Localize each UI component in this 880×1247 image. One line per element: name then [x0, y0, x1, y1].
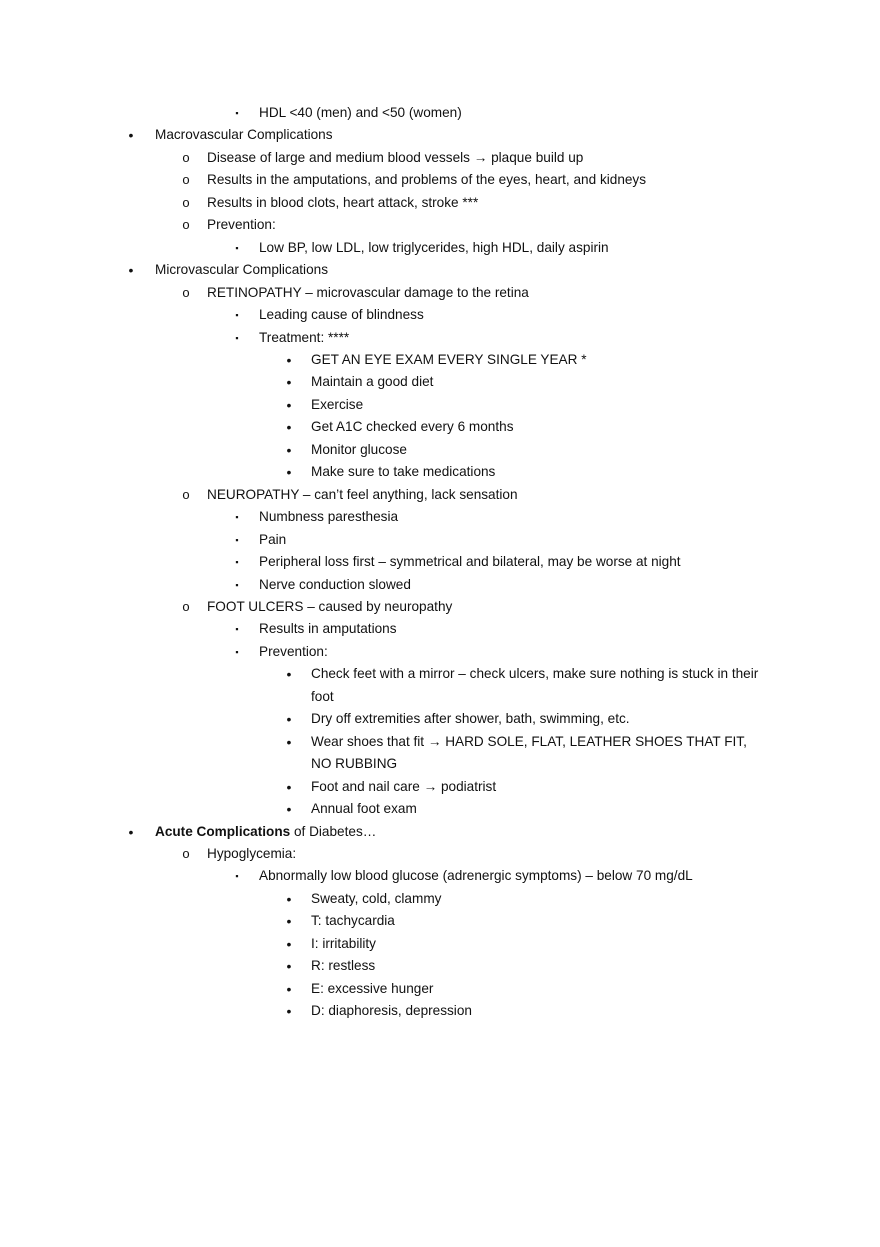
- list-item-text: Results in amputations: [259, 621, 397, 637]
- list-item-level-2: [0, 529, 769, 551]
- bullet-icon: •: [286, 419, 292, 436]
- list-item-text: Check feet with a mirror – check ulcers, make sure nothing is stuck in their foot: [311, 666, 759, 704]
- list-item-level-3: [0, 933, 771, 955]
- list-item-level-3: [0, 461, 771, 483]
- bullet-icon: •: [128, 262, 134, 279]
- list-item-level-0: [0, 259, 765, 281]
- bullet-icon: o: [182, 486, 190, 502]
- list-item-level-3: [0, 708, 771, 730]
- list-item-text: R: restless: [311, 958, 376, 974]
- bullet-icon: •: [286, 711, 292, 728]
- bullet-icon: •: [286, 351, 292, 368]
- list-item-level-1: [0, 484, 767, 506]
- list-item-level-0: [0, 124, 765, 146]
- list-item-level-3: [0, 978, 771, 1000]
- bullet-icon: •: [286, 778, 292, 795]
- list-item-text: Maintain a good diet: [311, 374, 434, 390]
- list-item-level-3: [0, 776, 771, 798]
- bullet-icon: •: [286, 374, 292, 391]
- bullet-icon: ▪: [235, 557, 239, 568]
- bullet-icon: •: [286, 958, 292, 975]
- bullet-icon: ▪: [235, 242, 239, 253]
- list-item-text: Wear shoes that fit → HARD SOLE, FLAT, LEATHER SHOES THAT FIT, NO RUBBING: [311, 733, 747, 772]
- list-item-text: Annual foot exam: [311, 801, 417, 817]
- list-item-text: Macrovascular Complications: [155, 127, 333, 143]
- bullet-icon: •: [128, 127, 134, 144]
- bullet-icon: ▪: [235, 579, 239, 590]
- list-item-text: Monitor glucose: [311, 441, 407, 457]
- list-item-level-3: [0, 731, 771, 776]
- list-item-text: Peripheral loss first – symmetrical and bilateral, may be worse at night: [259, 554, 681, 570]
- bullet-icon: •: [286, 980, 292, 997]
- bullet-icon: ▪: [235, 310, 239, 321]
- list-item-text: Hypoglycemia:: [207, 845, 297, 861]
- list-item-level-1: [0, 169, 767, 191]
- list-item-level-3: [0, 955, 771, 977]
- bullet-icon: o: [182, 845, 190, 861]
- list-item-level-3: [0, 1000, 771, 1022]
- list-item-text: D: diaphoresis, depression: [311, 1003, 472, 1019]
- bullet-icon: ▪: [235, 534, 239, 545]
- list-item-text: Abnormally low blood glucose (adrenergic symptoms) – below 70 mg/dL: [259, 868, 693, 884]
- list-item-level-3: [0, 663, 771, 708]
- list-item-text: E: excessive hunger: [311, 980, 434, 996]
- bullet-icon: •: [286, 935, 292, 952]
- list-item-text: Low BP, low LDL, low triglycerides, high HDL, daily aspirin: [259, 239, 609, 255]
- list-item-text: Foot and nail care → podiatrist: [311, 778, 497, 794]
- list-item-text: T: tachycardia: [311, 913, 395, 929]
- bullet-icon: •: [286, 396, 292, 413]
- list-item-text: Treatment: ****: [259, 329, 350, 345]
- bullet-icon: o: [182, 194, 190, 210]
- list-item-level-3: [0, 416, 771, 438]
- list-item-level-3: [0, 394, 771, 416]
- list-item-level-2: [0, 574, 769, 596]
- list-item-text: Make sure to take medications: [311, 464, 496, 480]
- bullet-icon: •: [286, 890, 292, 907]
- list-item-text: Results in blood clots, heart attack, stroke ***: [207, 194, 479, 210]
- list-item-text: FOOT ULCERS – caused by neuropathy: [207, 598, 453, 614]
- bullet-icon: •: [286, 666, 292, 683]
- list-item-text: Exercise: [311, 396, 364, 412]
- list-item-level-1: [0, 596, 767, 618]
- list-item-level-1: [0, 843, 767, 865]
- bullet-icon: ▪: [235, 871, 239, 882]
- bullet-icon: o: [182, 598, 190, 614]
- list-item-level-3: [0, 439, 771, 461]
- list-item-level-3: [0, 798, 771, 820]
- bullet-icon: •: [286, 464, 292, 481]
- bullet-icon: o: [182, 284, 190, 300]
- list-item-text: NEUROPATHY – can’t feel anything, lack sensation: [207, 486, 518, 502]
- list-item-level-3: [0, 888, 771, 910]
- list-item-text: Numbness paresthesia: [259, 509, 399, 525]
- list-item-text: Prevention:: [207, 217, 276, 233]
- bullet-icon: o: [182, 149, 190, 165]
- list-item-level-2: [0, 304, 769, 326]
- list-item-text: Results in the amputations, and problems of the eyes, heart, and kidneys: [207, 172, 647, 188]
- list-item-text: RETINOPATHY – microvascular damage to the retina: [207, 284, 529, 300]
- bullet-icon: •: [128, 823, 134, 840]
- list-item-text: HDL <40 (men) and <50 (women): [259, 105, 462, 120]
- list-item-level-1: [0, 214, 767, 236]
- bullet-icon: ▪: [235, 624, 239, 635]
- list-item-level-2: [0, 641, 769, 663]
- bullet-icon: •: [286, 801, 292, 818]
- list-item-text: Sweaty, cold, clammy: [311, 890, 442, 906]
- list-item-level-2: [0, 618, 769, 640]
- list-item-level-3: [0, 371, 771, 393]
- bullet-icon: ▪: [235, 646, 239, 657]
- bullet-icon: •: [286, 1003, 292, 1020]
- list-item-level-2: [0, 865, 769, 887]
- list-item-level-1: [0, 147, 767, 169]
- list-item-text: Get A1C checked every 6 months: [311, 419, 514, 435]
- list-item-level-0: [0, 821, 765, 843]
- document-body: [0, 102, 880, 1023]
- list-item-level-1: [0, 282, 767, 304]
- bullet-icon: ▪: [235, 512, 239, 523]
- list-item-text: Dry off extremities after shower, bath, swimming, etc.: [311, 711, 630, 727]
- list-item-text: Microvascular Complications: [155, 262, 328, 278]
- list-item-text: Leading cause of blindness: [259, 307, 424, 323]
- list-item-level-2: [0, 327, 769, 349]
- list-item-level-2: [0, 551, 769, 573]
- bullet-icon: ▪: [235, 332, 239, 343]
- list-item-level-2: [0, 506, 769, 528]
- list-item-level-3: [0, 910, 771, 932]
- list-item-text: GET AN EYE EXAM EVERY SINGLE YEAR *: [311, 351, 587, 367]
- bullet-icon: •: [286, 733, 292, 750]
- list-item-text: Nerve conduction slowed: [259, 576, 411, 592]
- list-item-text: Pain: [259, 531, 287, 547]
- list-item-level-1: [0, 192, 767, 214]
- bullet-icon: •: [286, 913, 292, 930]
- bullet-icon: o: [182, 217, 190, 233]
- bullet-icon: •: [286, 441, 292, 458]
- list-item-level-2: [0, 237, 769, 259]
- bullet-icon: o: [182, 172, 190, 188]
- list-item-level-3: [0, 349, 771, 371]
- bold-text: Acute Complications: [155, 823, 291, 839]
- list-item-text: I: irritability: [311, 935, 376, 951]
- list-item-level-2: [0, 102, 769, 124]
- list-item-text: Disease of large and medium blood vessels → plaque build up: [207, 149, 584, 165]
- list-item-text: of Diabetes…: [290, 823, 377, 839]
- list-item-text: Prevention:: [259, 643, 328, 659]
- bullet-icon: ▪: [235, 108, 239, 118]
